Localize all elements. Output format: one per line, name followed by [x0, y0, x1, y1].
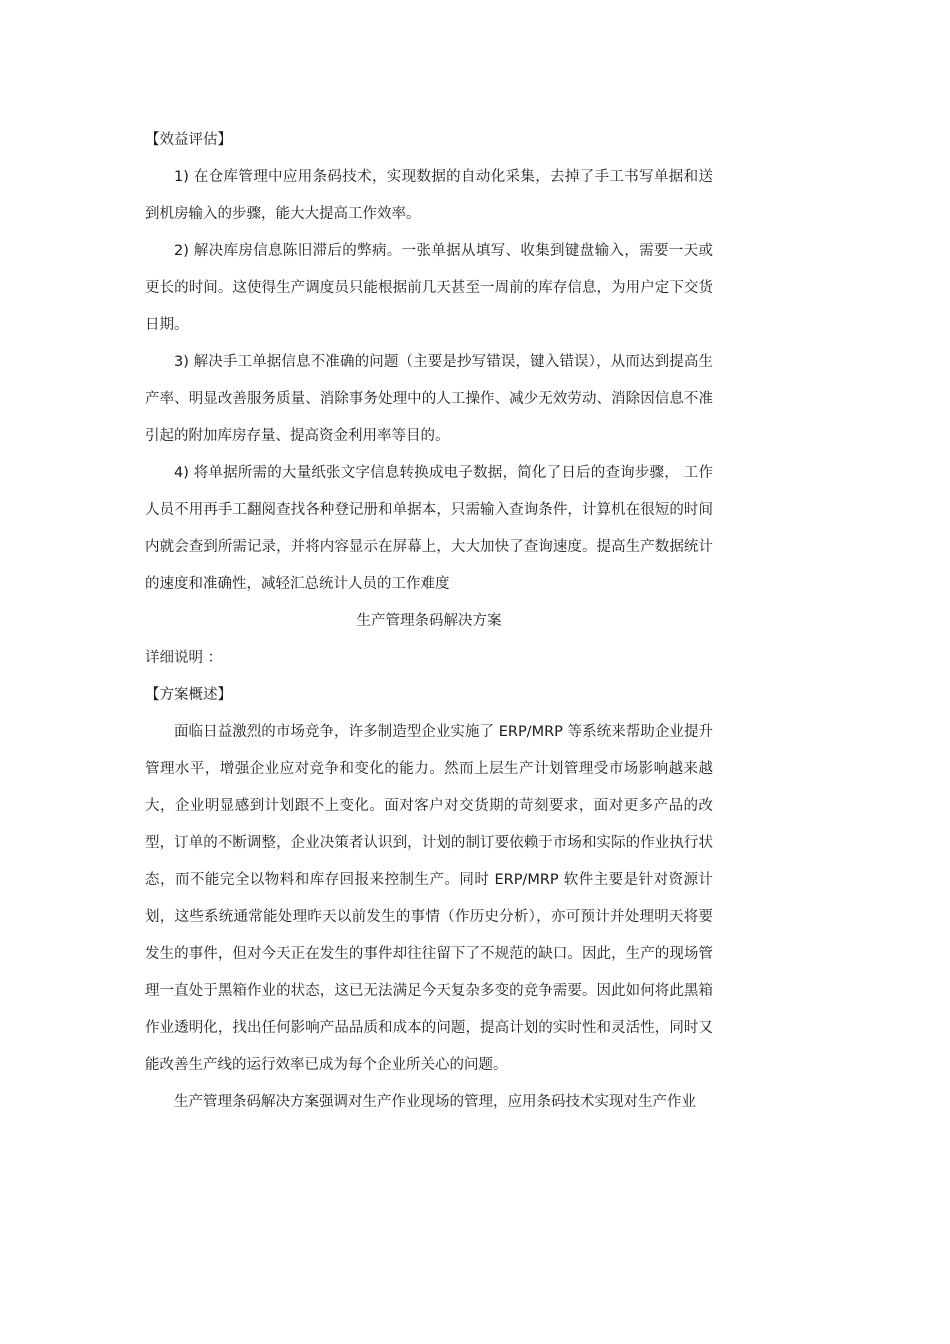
overview-paragraph-2: 生产管理条码解决方案强调对生产作业现场的管理，应用条码技术实现对生产作业 [174, 1094, 696, 1110]
detail-label: 详细说明 ： [145, 650, 223, 666]
section-title: 生产管理条码解决方案 [356, 613, 502, 629]
section-heading-overview: 【方案概述】 [145, 687, 232, 703]
document-body [145, 122, 713, 1121]
overview-paragraph-1: 面临日益激烈的市场竞争，许多制造型企业实施了 ERP/MRP 等系统来帮助企业提升管理水平，增强企业应对竞争和变化的能力。然而上层生产计划管理受市场影响越来越大，企业明显感到计划跟不上变化。面对客户对交货期的苛刻要求，面对更多产品的改型，订单的不断调整，企业决策者认识到，计划的制订要依赖于市场和实际的作业执行状态，而不能完全以物料和库存回报来控制生产。同时 ERP/MRP 软件主要是针对资源计划，这些系统通常能处理昨天以前发生的事情（作历史分析），亦可预计并处理明天将要发生的事件，但对今天正在发生的事件却往往留下了不规范的缺口。因此，生产的现场管理一直处于黑箱作业的状态，这已无法满足今天复杂多变的竞争需要。因此如何将此黑箱作业透明化，找出任何影响产品品质和成本的问题，提高计划的实时性和灵活性，同时又能改善生产线的运行效率已成为每个企业所关心的问题。 [145, 724, 713, 1073]
benefit-item-2: 2) 解决库房信息陈旧滞后的弊病。一张单据从填写、收集到键盘输入，需要一天或更长的时间。这使得生产调度员只能根据前几天甚至一周前的库存信息，为用户定下交货日期。 [145, 243, 713, 333]
benefit-item-1: 1) 在仓库管理中应用条码技术，实现数据的自动化采集，去掉了手工书写单据和送到机房输入的步骤，能大大提高工作效率。 [145, 169, 713, 222]
section-heading-benefit: 【效益评估】 [145, 132, 232, 148]
benefit-item-3: 3) 解决手工单据信息不准确的问题（主要是抄写错误，键入错误），从而达到提高生产率、明显改善服务质量、消除事务处理中的人工操作、减少无效劳动、消除因信息不准引起的附加库房存量、提高资金利用率等目的。 [145, 354, 713, 444]
benefit-item-4: 4) 将单据所需的大量纸张文字信息转换成电子数据，简化了日后的查询步骤， 工作人员不用再手工翻阅查找各种登记册和单据本，只需输入查询条件，计算机在很短的时间内就会查到所需记录，并将内容显示在屏幕上，大大加快了查询速度。提高生产数据统计的速度和准确性，减轻汇总统计人员的工作难度 [145, 465, 713, 592]
